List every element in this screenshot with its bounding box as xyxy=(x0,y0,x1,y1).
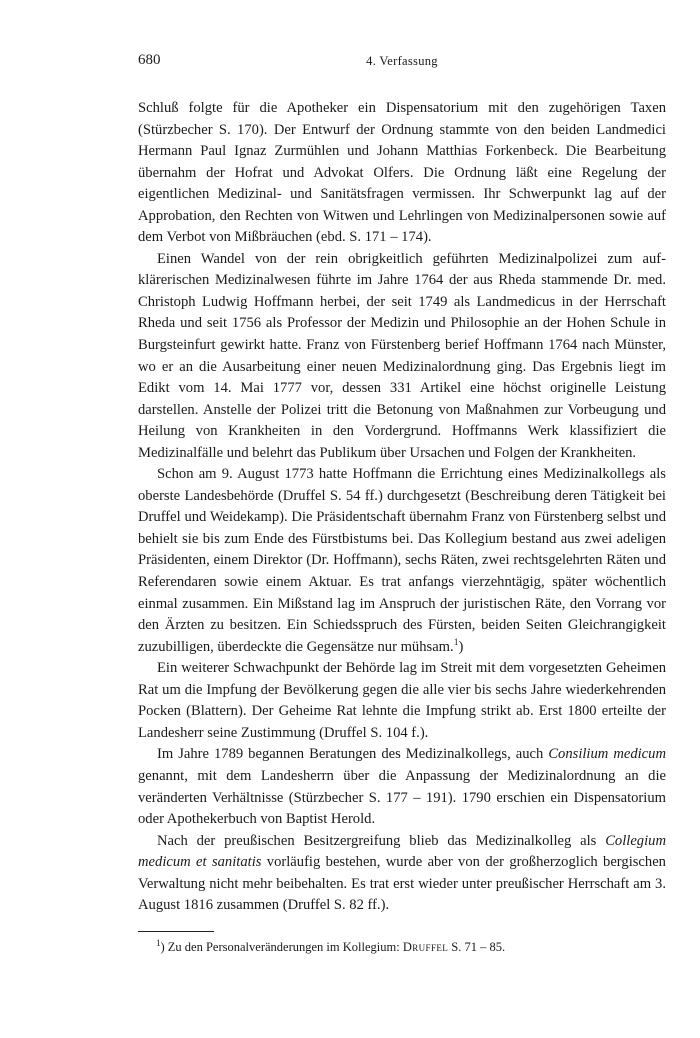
footnote-divider xyxy=(138,931,214,932)
footnote-author: Druffel xyxy=(402,939,449,954)
paragraph-6: Nach der preußischen Besitzergreifung blieb das Medizinalkolleg als Collegium medicum et sanitatis vorläufig bestehen, wurde aber von der großherzoglich bergischen Verwaltung nicht mehr beibehalten. Es trat erst wieder unter preußischer Herrschaft am 3. August 1816 zusammen (Druffel S. 82 ff.). xyxy=(138,832,666,914)
footnote-text: Zu den Personalveränderungen im Kollegium: xyxy=(167,939,403,954)
page-header xyxy=(138,52,666,76)
page-number: 680 xyxy=(138,52,161,68)
paragraph-4: Ein weiterer Schwachpunkt der Behörde lag im Streit mit dem vorgesetzten Geheimen Rat um die Impfung der Bevölkerung gegen die alle vier bis sechs Jahre wiederkehrenden Pocken (Blattern). Der Geheime Rat lehnte die Impfung strikt ab. Erst 1800 erteilte der Landesherr seine Zustimmung (Druffel S. 104 f.). xyxy=(138,660,666,741)
footnote-pages: S. 71 – 85. xyxy=(448,939,506,954)
paragraph-2: Einen Wandel von der rein obrigkeitlich geführten Medizinalpolizei zum aufklärerischen Medizinalwesen führte im Jahre 1764 der aus Rheda stammende Dr. med. Christoph Ludwig Hoffmann herbei, der seit 1749 als Landmedicus in der Herrschaft Rheda und seit 1756 als Professor der Medizin und Philosophie an der Hohen Schule in Burgsteinfurt gewirkt hatte. Franz von Fürstenberg berief Hoffmann 1764 nach Münster, wo er an die Ausarbeitung einer neuen Medizinalordnung ging. Das Ergebnis liegt im Edikt vom 14. Mai 1777 vor, dessen 331 Artikel eine höchst originelle Leistung darstellen. Anstelle der Polizei tritt die Betonung von Maßnahmen zur Vorbeugung und Heilung von Krankheiten in den Vordergrund. Hoffmanns Werk klassifiziert die Medizinalfälle und belehrt das Publikum über Ursachen und Folgen der Krankheiten. xyxy=(138,250,666,461)
book-page xyxy=(138,52,666,956)
paragraph-5: Im Jahre 1789 begannen Beratungen des Medizinalkollegs, auch Consilium medicum genannt, mit dem Landesherrn über die Anpassung der Medizinalordnung an die veränderten Verhältnisse (Stürzbecher S. 177 – 191). 1790 erschien ein Dispensatorium oder Apothekerbuch von Baptist Herold. xyxy=(138,746,666,828)
running-head: 4. Verfassung xyxy=(366,54,438,68)
footnote-marker: 1 xyxy=(156,937,161,948)
latin-term-collegium: Collegium medicum et sanitatis xyxy=(138,832,666,871)
footnote: $^1$) Zu den Personalveränderungen im Kollegium: Druffel S. 71 – 85. xyxy=(156,937,506,954)
paragraph-3-text: Schon am 9. August 1773 hatte Hoffmann die Errichtung eines Medizinalkollegs als oberste Landesbehörde (Druffel S. 54 ff.) durchgesetzt (Beschreibung deren Tätigkeit bei Druffel und Weidekamp). Die Präsidentschaft übernahm Franz von Fürstenberg selbst und behielt sie bis zum Ende des Fürstbistums bei. Das Kollegium bestand aus zwei adeligen Präsidenten, einem Direktor (Dr. Hoffmann), sechs Räten, zwei rechtsgelehrten Räten und Referendaren sowie einem Aktuar. Es trat anfangs vierzehntägig, später wöchentlich einmal zusammen. Ein Mißstand lag im Anspruch der juristischen Räte, den Vorrang vor den Ärzten zu besitzen. Ein Schiedsspruch des Fürsten, beiden Seiten Gleichrangigkeit zuzubilligen, überdeckte die Gegensätze nur mühsam. xyxy=(138,466,666,655)
footnote-reference[interactable]: 1 xyxy=(453,637,459,648)
body-text xyxy=(138,98,666,917)
latin-term-consilium: Consilium medicum xyxy=(548,746,666,763)
paragraph-3: Schon am 9. August 1773 hatte Hoffmann die Errichtung eines Medizinalkollegs als oberste Landesbehörde (Druffel S. 54 ff.) durchgesetzt (Beschreibung deren Tätigkeit bei Druffel und Weidekamp). Die Präsidentschaft übernahm Franz von Fürstenberg selbst und behielt sie bis zum Ende des Fürstbistums bei. Das Kollegium bestand aus zwei adeligen Präsidenten, einem Direktor (Dr. Hoffmann), sechs Räten, zwei rechtsgelehrten Räten und Referendaren sowie einem Aktuar. Es trat anfangs vierzehntägig, später wöchentlich einmal zusammen. Ein Mißstand lag im Anspruch der juristischen Räte, den Vorrang vor den Ärzten zu besitzen. Ein Schiedsspruch des Fürsten, beiden Seiten Gleichrangigkeit zuzubilligen, überdeckte die Gegensätze nur mühsam.$^1$) xyxy=(138,466,666,655)
paragraph-1: Schluß folgte für die Apotheker ein Dispensatorium mit den zugehörigen Taxen (Stürzbecher S. 170). Der Entwurf der Ordnung stammte von den beiden Landmedici Hermann Paul Ignaz Zurmühlen und Johann Matthias Forkenbeck. Die Bearbeitung übernahm der Hofrat und Advokat Olfers. Die Ordnung läßt eine Regelung der eigentlichen Medizinal- und Sanitätsfragen vermissen. Ihr Schwerpunkt lag auf der Approbation, den Rechten von Witwen und Lehrlingen von Medizinalpersonen sowie auf dem Verbot von Mißbräuchen (ebd. S. 171 – 174). xyxy=(138,100,666,246)
